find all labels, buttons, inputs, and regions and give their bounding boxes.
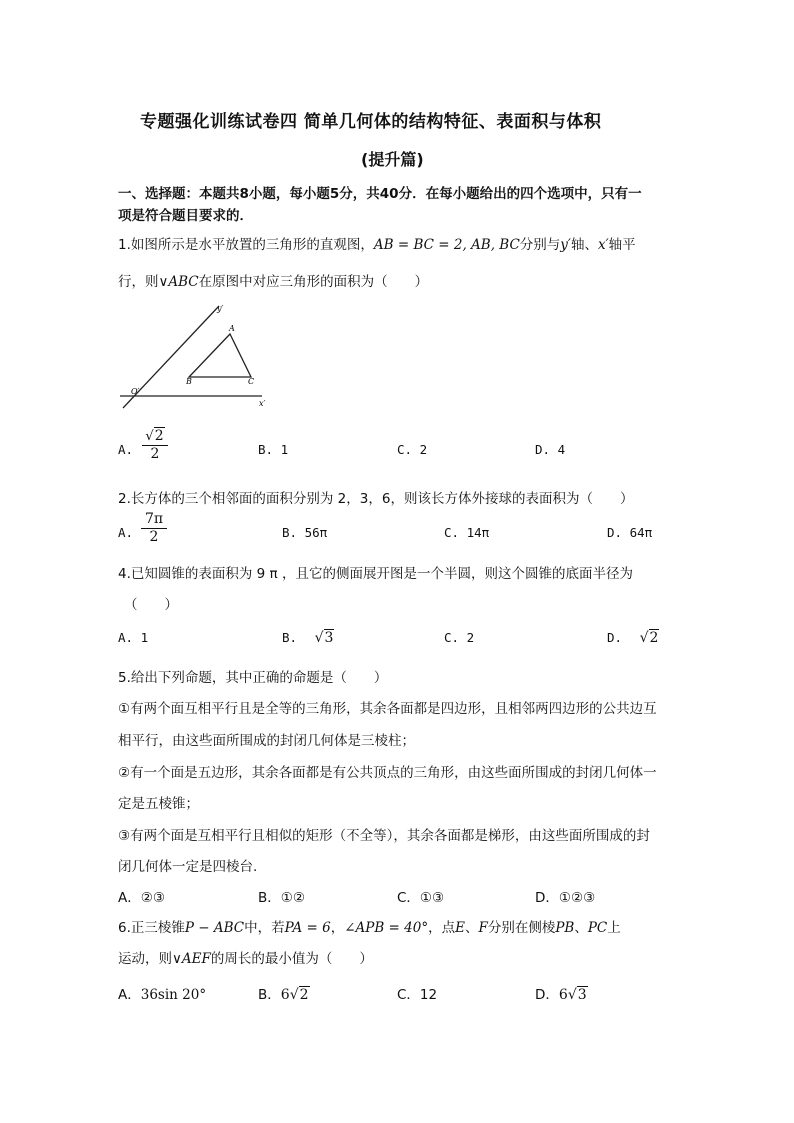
- question-1-line2: [118, 270, 428, 290]
- q5-proposition-2-line2: 定是五棱锥；: [118, 796, 199, 812]
- q6-text-e: 、: [464, 920, 479, 936]
- q1-text-b: 分别与: [519, 237, 561, 253]
- triangle-abc: [189, 334, 251, 377]
- q5-proposition-3-line1: ③有两个面是互相平行且相似的矩形（不全等），其余各面都是梯形，由这些面所围成的封: [118, 828, 650, 844]
- y-axis-label: y′: [217, 304, 224, 313]
- q2-option-c[interactable]: C. 14π: [444, 525, 490, 540]
- q4-option-d-label: D.: [607, 630, 623, 645]
- q1-math-y: y′: [560, 237, 571, 253]
- q5-option-a[interactable]: A．②③: [118, 890, 165, 906]
- q6-option-d-radicand: 3: [577, 987, 587, 1003]
- q1-math-x: x′: [597, 237, 609, 253]
- q6-text-c: ，: [330, 920, 345, 936]
- q6-option-c[interactable]: C．12: [397, 987, 438, 1003]
- q4-option-a[interactable]: A. 1: [118, 630, 149, 645]
- q4-option-d-radicand: 2: [649, 630, 659, 646]
- q6-text-d: ，点: [428, 920, 456, 936]
- q2-option-d[interactable]: D. 64π: [607, 525, 653, 540]
- q6-math-f: F: [478, 920, 488, 936]
- q2-option-a-label[interactable]: A.: [118, 525, 134, 540]
- q2-option-a-numerator: 7π: [141, 511, 167, 529]
- q6-text-i: 运动，则: [118, 951, 172, 967]
- q1-math-a: AB = BC = 2, AB, BC: [373, 237, 520, 253]
- q6-math-triangle: ∨AEF: [172, 951, 211, 967]
- q6-math-pc: PC: [587, 920, 608, 936]
- question-1-line1: [118, 233, 636, 253]
- q4-option-b-radicand: 3: [324, 630, 334, 646]
- q1-text-e: 行，则: [118, 274, 159, 290]
- q6-option-b-coefficient: 6: [280, 987, 290, 1003]
- q5-option-d[interactable]: D．①②③: [535, 890, 596, 906]
- q1-text-c: 轴、: [570, 237, 598, 253]
- q6-text-g: 、: [574, 920, 588, 936]
- q2-option-a-fraction[interactable]: [141, 511, 167, 546]
- q1-option-a-denominator: 2: [150, 446, 160, 462]
- q6-option-d[interactable]: D．6√3: [535, 987, 587, 1003]
- q1-option-a-fraction[interactable]: $\frac{√2}{2}$: [142, 428, 168, 463]
- q6-option-b-radicand: 2: [299, 987, 309, 1003]
- q1-math-triangle: ∨ABC: [158, 274, 199, 290]
- q6-option-b-label: B．: [258, 987, 281, 1003]
- q2-option-a-denominator: 2: [149, 529, 159, 545]
- q6-option-a[interactable]: [118, 983, 206, 1003]
- q1-option-a-numerator: 2: [154, 428, 164, 444]
- q6-text-h: 上: [607, 920, 621, 936]
- q5-option-b[interactable]: B．①②: [258, 890, 305, 906]
- q6-math-pa: PA = 6: [284, 920, 331, 936]
- q5-option-c[interactable]: C．①③: [397, 890, 445, 906]
- q1-text-a: 1.如图所示是水平放置的三角形的直观图，: [118, 237, 374, 253]
- q1-option-c[interactable]: C. 2: [397, 442, 428, 457]
- q6-option-d-label: D．: [535, 987, 559, 1003]
- question-4-line2: （ ）: [124, 597, 178, 613]
- q6-text-a: 6.正三棱锥: [118, 920, 185, 936]
- page-subtitle: (提升篇): [361, 150, 424, 169]
- q6-option-a-value: 36sin 20°: [140, 987, 207, 1003]
- vertex-b-label: B: [186, 377, 192, 386]
- q6-math-pyramid: P − ABC: [184, 920, 245, 936]
- q4-option-b-label: B.: [282, 630, 298, 645]
- q5-proposition-1-line1: ①有两个面互相平行且是全等的三角形，其余各面都是四边形，且相邻两四边形的公共边互: [118, 701, 657, 717]
- vertex-a-label: A: [229, 324, 235, 333]
- q6-text-j: 的周长的最小值为（ ）: [210, 951, 373, 967]
- section-heading-line1: 一、选择题：本题共8小题，每小题5分，共40分．在每小题给出的四个选项中，只有一: [118, 186, 642, 202]
- oblique-triangle-figure: [116, 300, 276, 415]
- q6-text-f: 分别在侧棱: [487, 920, 556, 936]
- q1-option-d[interactable]: D. 4: [535, 442, 566, 457]
- x-axis-label: x′: [259, 399, 266, 408]
- question-4-line1: 4.已知圆锥的表面积为 9 π ，且它的侧面展开图是一个半圆，则这个圆锥的底面半径为: [118, 566, 633, 582]
- q6-option-d-coefficient: 6: [558, 987, 568, 1003]
- question-2: 2.长方体的三个相邻面的面积分别为 2，3，6，则该长方体外接球的表面积为（ ）: [118, 491, 634, 507]
- q5-proposition-3-line2: 闭几何体一定是四棱台.: [118, 859, 258, 875]
- question-5-stem: 5.给出下列命题，其中正确的命题是（ ）: [118, 670, 388, 686]
- q2-option-b[interactable]: B. 56π: [282, 525, 328, 540]
- q4-option-b[interactable]: B. √3: [282, 630, 334, 646]
- vertex-c-label: C: [248, 377, 255, 386]
- q1-text-f: 在原图中对应三角形的面积为（ ）: [198, 274, 429, 290]
- q6-option-a-label: A．: [118, 987, 141, 1003]
- page-title: 专题强化训练试卷四 简单几何体的结构特征、表面积与体积: [140, 112, 602, 132]
- q1-option-a-label[interactable]: A.: [118, 442, 134, 457]
- origin-label: O′: [131, 387, 140, 396]
- q4-option-c[interactable]: C. 2: [444, 630, 475, 645]
- q1-text-d: 轴平: [608, 237, 636, 253]
- question-6-line2: [118, 947, 373, 967]
- question-6-line1: [118, 916, 621, 936]
- q5-proposition-1-line2: 相平行，由这些面所围成的封闭几何体是三棱柱；: [118, 733, 415, 749]
- q6-math-angle: ∠APB = 40°: [344, 920, 429, 936]
- q6-text-b: 中，若: [244, 920, 285, 936]
- q5-proposition-2-line1: ②有一个面是五边形，其余各面都是有公共顶点的三角形，由这些面所围成的封闭几何体一: [118, 765, 657, 781]
- q4-option-d[interactable]: D. √2: [607, 630, 659, 646]
- q6-math-pb: PB: [555, 920, 575, 936]
- q1-option-b[interactable]: B. 1: [258, 442, 289, 457]
- q6-math-e: E: [455, 920, 465, 936]
- q6-option-b[interactable]: B．6√2: [258, 987, 309, 1003]
- section-heading-line2: 项是符合题目要求的．: [118, 208, 253, 224]
